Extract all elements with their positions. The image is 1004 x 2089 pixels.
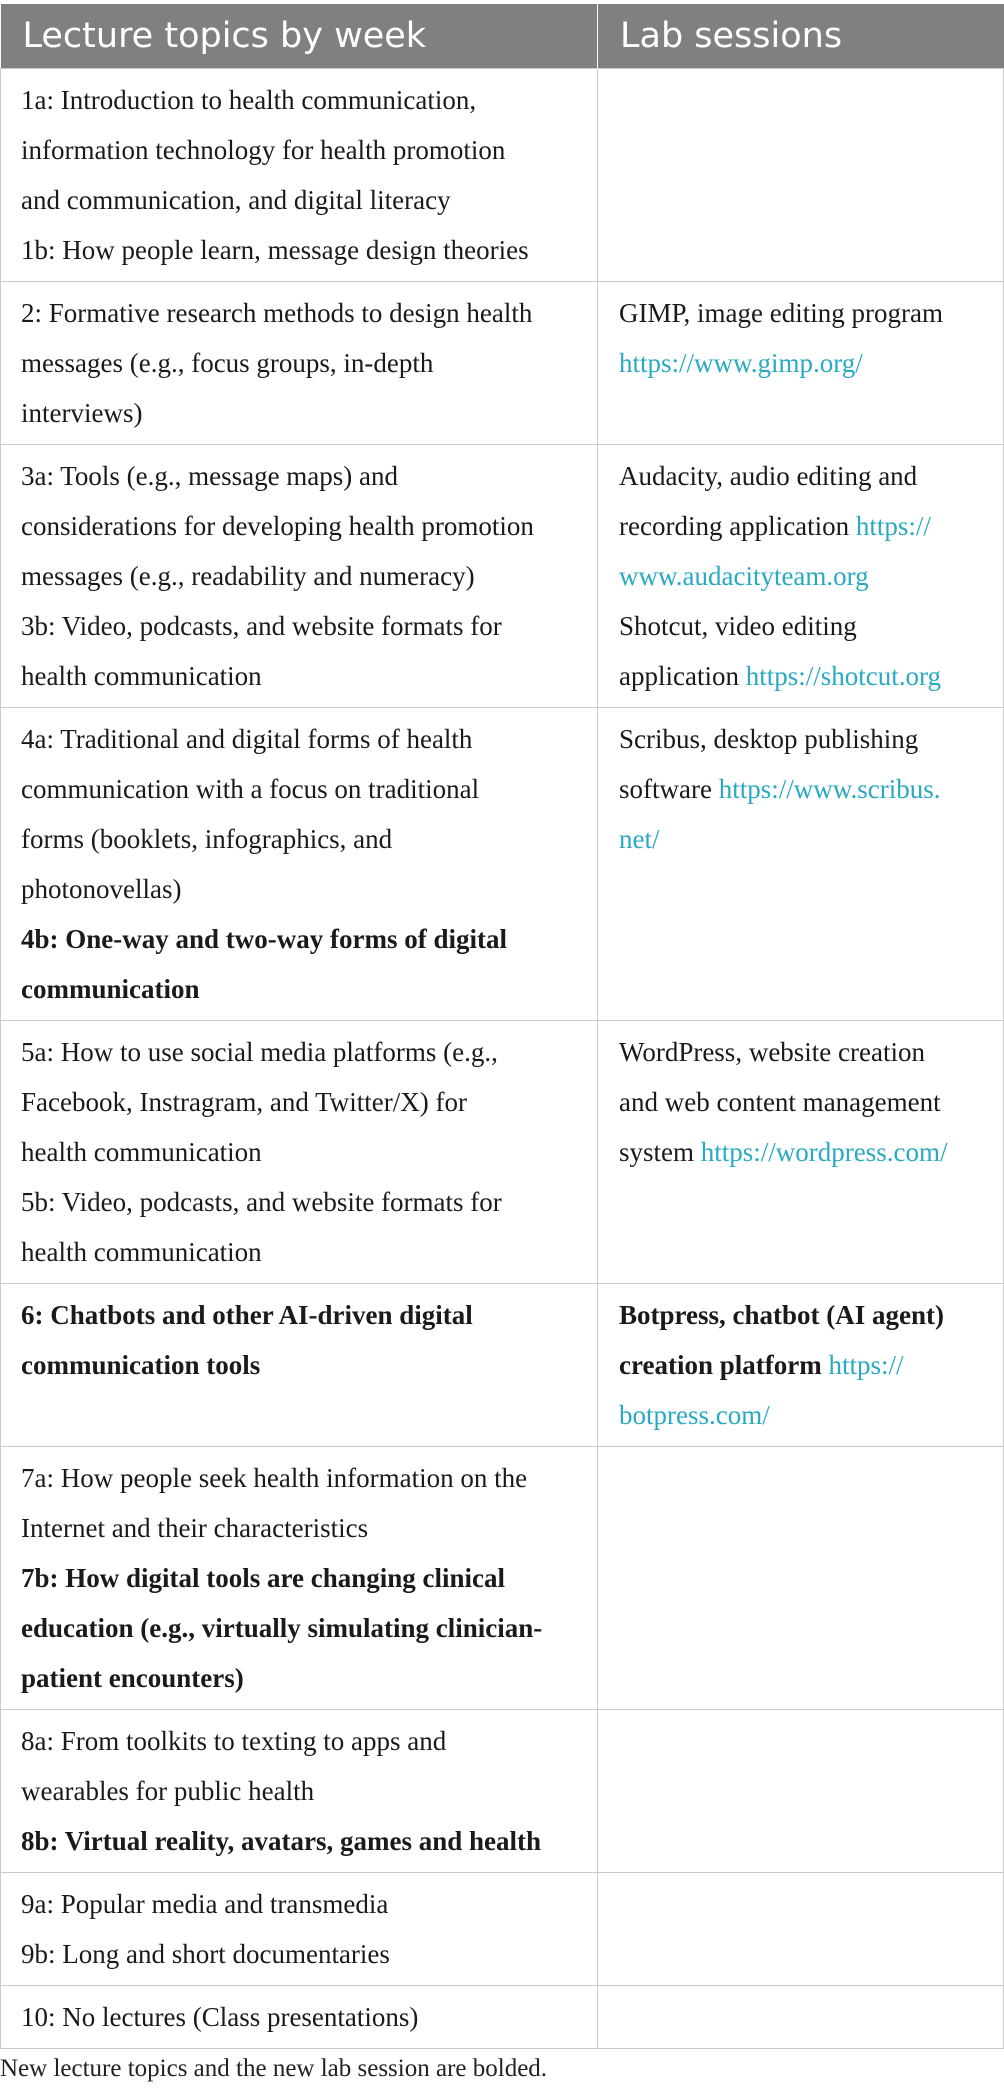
audacity-link[interactable]: www.audacityteam.org (619, 561, 869, 591)
lab-text: software (619, 774, 712, 804)
scribus-link-part[interactable]: https://www.scribus. (718, 774, 941, 804)
lab-text: application (619, 661, 739, 691)
audacity-link-part[interactable]: https:// (855, 511, 931, 541)
lecture-cell (1, 1986, 598, 2049)
lab-line-bold: Botpress, chatbot (AI agent) (619, 1300, 944, 1330)
lecture-line-bold: communication tools (21, 1350, 261, 1380)
lecture-line: 5b: Video, podcasts, and website formats for (21, 1187, 502, 1217)
lecture-line: Internet and their characteristics (21, 1513, 369, 1543)
wordpress-link[interactable]: https://wordpress.com/ (700, 1137, 948, 1167)
lab-line (619, 1340, 995, 1390)
lab-line (619, 501, 995, 551)
lecture-line: forms (booklets, infographics, and (21, 824, 393, 854)
lecture-line: interviews) (21, 398, 143, 428)
scribus-link[interactable]: net/ (619, 824, 660, 854)
table-row (1, 282, 1004, 445)
lecture-line: photonovellas) (21, 874, 182, 904)
lab-line: Shotcut, video editing (619, 611, 857, 641)
lecture-line: information technology for health promotion (21, 135, 506, 165)
curriculum-table (0, 4, 1004, 2049)
gimp-link[interactable]: https://www.gimp.org/ (619, 348, 863, 378)
header-lab-sessions: Lab sessions (598, 4, 1004, 69)
lab-cell (598, 69, 1004, 282)
lecture-line: 4a: Traditional and digital forms of health (21, 724, 473, 754)
lecture-cell (1, 282, 598, 445)
botpress-link-part[interactable]: https:// (828, 1350, 904, 1380)
lecture-line-bold: 7b: How digital tools are changing clinical (21, 1563, 506, 1593)
lecture-line: 2: Formative research methods to design health (21, 298, 533, 328)
lab-text-bold: creation platform (619, 1350, 822, 1380)
lecture-line: 9b: Long and short documentaries (21, 1939, 390, 1969)
lecture-cell (1, 445, 598, 708)
table-footnote: New lecture topics and the new lab session are bolded. (0, 2055, 548, 2082)
lecture-line: 3a: Tools (e.g., message maps) and (21, 461, 399, 491)
lecture-line-bold: patient encounters) (21, 1663, 244, 1693)
lecture-line: 3b: Video, podcasts, and website formats for (21, 611, 502, 641)
lecture-cell (1, 69, 598, 282)
lecture-line: 1b: How people learn, message design theories (21, 235, 529, 265)
lab-cell (598, 1021, 1004, 1284)
lecture-cell (1, 1021, 598, 1284)
table-row (1, 1873, 1004, 1986)
table-row (1, 1710, 1004, 1873)
lab-line (619, 1127, 995, 1177)
lab-cell (598, 445, 1004, 708)
lab-cell (598, 1710, 1004, 1873)
lecture-line: wearables for public health (21, 1776, 315, 1806)
lecture-line-bold: communication (21, 974, 200, 1004)
lab-line (619, 651, 995, 701)
lecture-line: 7a: How people seek health information on the (21, 1463, 528, 1493)
table-row (1, 1447, 1004, 1710)
botpress-link[interactable]: botpress.com/ (619, 1400, 770, 1430)
table-row (1, 69, 1004, 282)
lecture-line: considerations for developing health promotion (21, 511, 534, 541)
lecture-line: messages (e.g., focus groups, in-depth (21, 348, 434, 378)
lab-cell (598, 708, 1004, 1021)
lecture-line: 9a: Popular media and transmedia (21, 1889, 389, 1919)
header-row (1, 4, 1004, 69)
lab-line: GIMP, image editing program (619, 298, 943, 328)
lecture-line: 8a: From toolkits to texting to apps and (21, 1726, 447, 1756)
lecture-cell (1, 1284, 598, 1447)
table-row (1, 1986, 1004, 2049)
header-lecture-topics: Lecture topics by week (1, 4, 598, 69)
lab-cell (598, 282, 1004, 445)
lecture-line: communication with a focus on traditional (21, 774, 480, 804)
lecture-line-bold: 4b: One-way and two-way forms of digital (21, 924, 507, 954)
lecture-line: 1a: Introduction to health communication, (21, 85, 477, 115)
lab-text: recording application (619, 511, 850, 541)
lab-cell (598, 1284, 1004, 1447)
lecture-line: health communication (21, 1237, 262, 1267)
shotcut-link[interactable]: https://shotcut.org (745, 661, 941, 691)
lab-line: Scribus, desktop publishing (619, 724, 919, 754)
table-row (1, 1021, 1004, 1284)
lecture-line: health communication (21, 1137, 262, 1167)
lab-cell (598, 1447, 1004, 1710)
lecture-cell (1, 1873, 598, 1986)
lecture-line: Facebook, Instragram, and Twitter/X) for (21, 1087, 467, 1117)
lecture-line: 5a: How to use social media platforms (e.g., (21, 1037, 498, 1067)
lab-line: WordPress, website creation (619, 1037, 925, 1067)
lab-line (619, 764, 995, 814)
lecture-cell (1, 708, 598, 1021)
lecture-line-bold: 8b: Virtual reality, avatars, games and health (21, 1826, 542, 1856)
lecture-line: and communication, and digital literacy (21, 185, 451, 215)
lab-line: and web content management (619, 1087, 941, 1117)
lab-text: system (619, 1137, 695, 1167)
lecture-line-bold: education (e.g., virtually simulating clinician- (21, 1613, 543, 1643)
table-row (1, 708, 1004, 1021)
table-row (1, 445, 1004, 708)
lab-line: Audacity, audio editing and (619, 461, 918, 491)
lecture-line: messages (e.g., readability and numeracy) (21, 561, 475, 591)
lecture-line: 10: No lectures (Class presentations) (21, 2002, 419, 2032)
lab-cell (598, 1986, 1004, 2049)
lecture-line-bold: 6: Chatbots and other AI-driven digital (21, 1300, 473, 1330)
lecture-cell (1, 1447, 598, 1710)
lab-cell (598, 1873, 1004, 1986)
lecture-line: health communication (21, 661, 262, 691)
lecture-cell (1, 1710, 598, 1873)
table-row (1, 1284, 1004, 1447)
